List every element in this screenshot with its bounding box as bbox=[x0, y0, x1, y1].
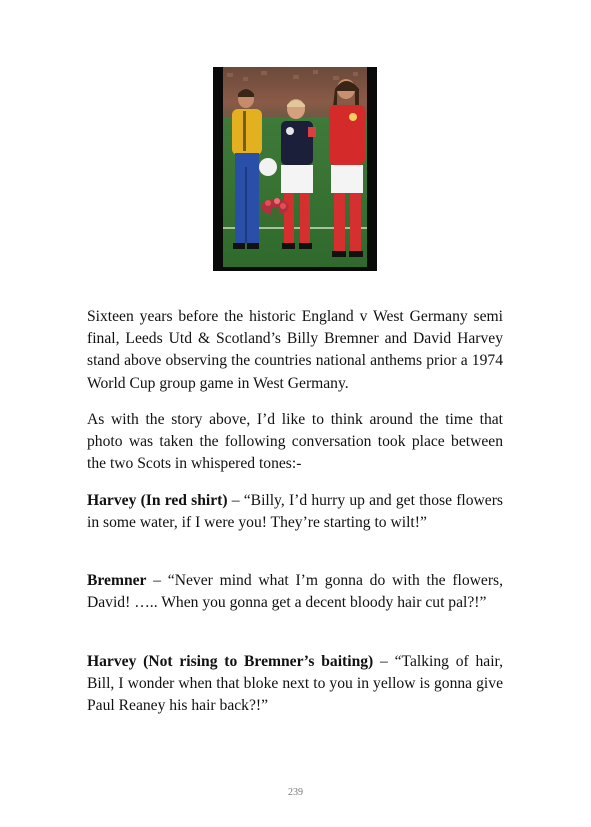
dialogue-text: – “Billy, I’d hurry up and get those flowers in some water, if I were you! They’re starting to wilt!” bbox=[87, 492, 503, 532]
paragraph-3 bbox=[87, 490, 503, 534]
speaker-label: Harvey (Not rising to Bremner’s baiting) bbox=[87, 653, 374, 670]
dialogue-text: – “Never mind what I’m gonna do with the flowers, David! ….. When you gonna get a decent bloody hair cut pal?!” bbox=[87, 572, 503, 612]
caption-paragraph bbox=[87, 306, 503, 395]
intro-paragraph bbox=[87, 409, 503, 476]
paragraph-2: As with the story above, I’d like to think around the time that photo was taken the following conversation took place between the two Scots in whispered tones:- bbox=[87, 411, 503, 473]
photo-players-anthem bbox=[213, 67, 377, 271]
football-players-photo bbox=[213, 67, 377, 271]
paragraph-4 bbox=[87, 570, 503, 614]
dialogue-bremner bbox=[87, 570, 503, 614]
paragraph-5 bbox=[87, 651, 503, 718]
speaker-label: Bremner bbox=[87, 572, 147, 589]
speaker-label: Harvey (In red shirt) bbox=[87, 492, 228, 509]
page-number: 239 bbox=[288, 787, 303, 798]
dialogue-harvey-2 bbox=[87, 651, 503, 718]
dialogue-harvey-1 bbox=[87, 490, 503, 534]
paragraph-1: Sixteen years before the historic England v West Germany semi final, Leeds Utd & Scotland’s Billy Bremner and David Harvey stand above observing the countries national anthems prior a 1974 World Cup group game in West Germany. bbox=[87, 308, 503, 392]
dialogue-text: – “Talking of hair, Bill, I wonder when that bloke next to you in yellow is gonna give Paul Reaney his hair back?!” bbox=[87, 653, 503, 715]
